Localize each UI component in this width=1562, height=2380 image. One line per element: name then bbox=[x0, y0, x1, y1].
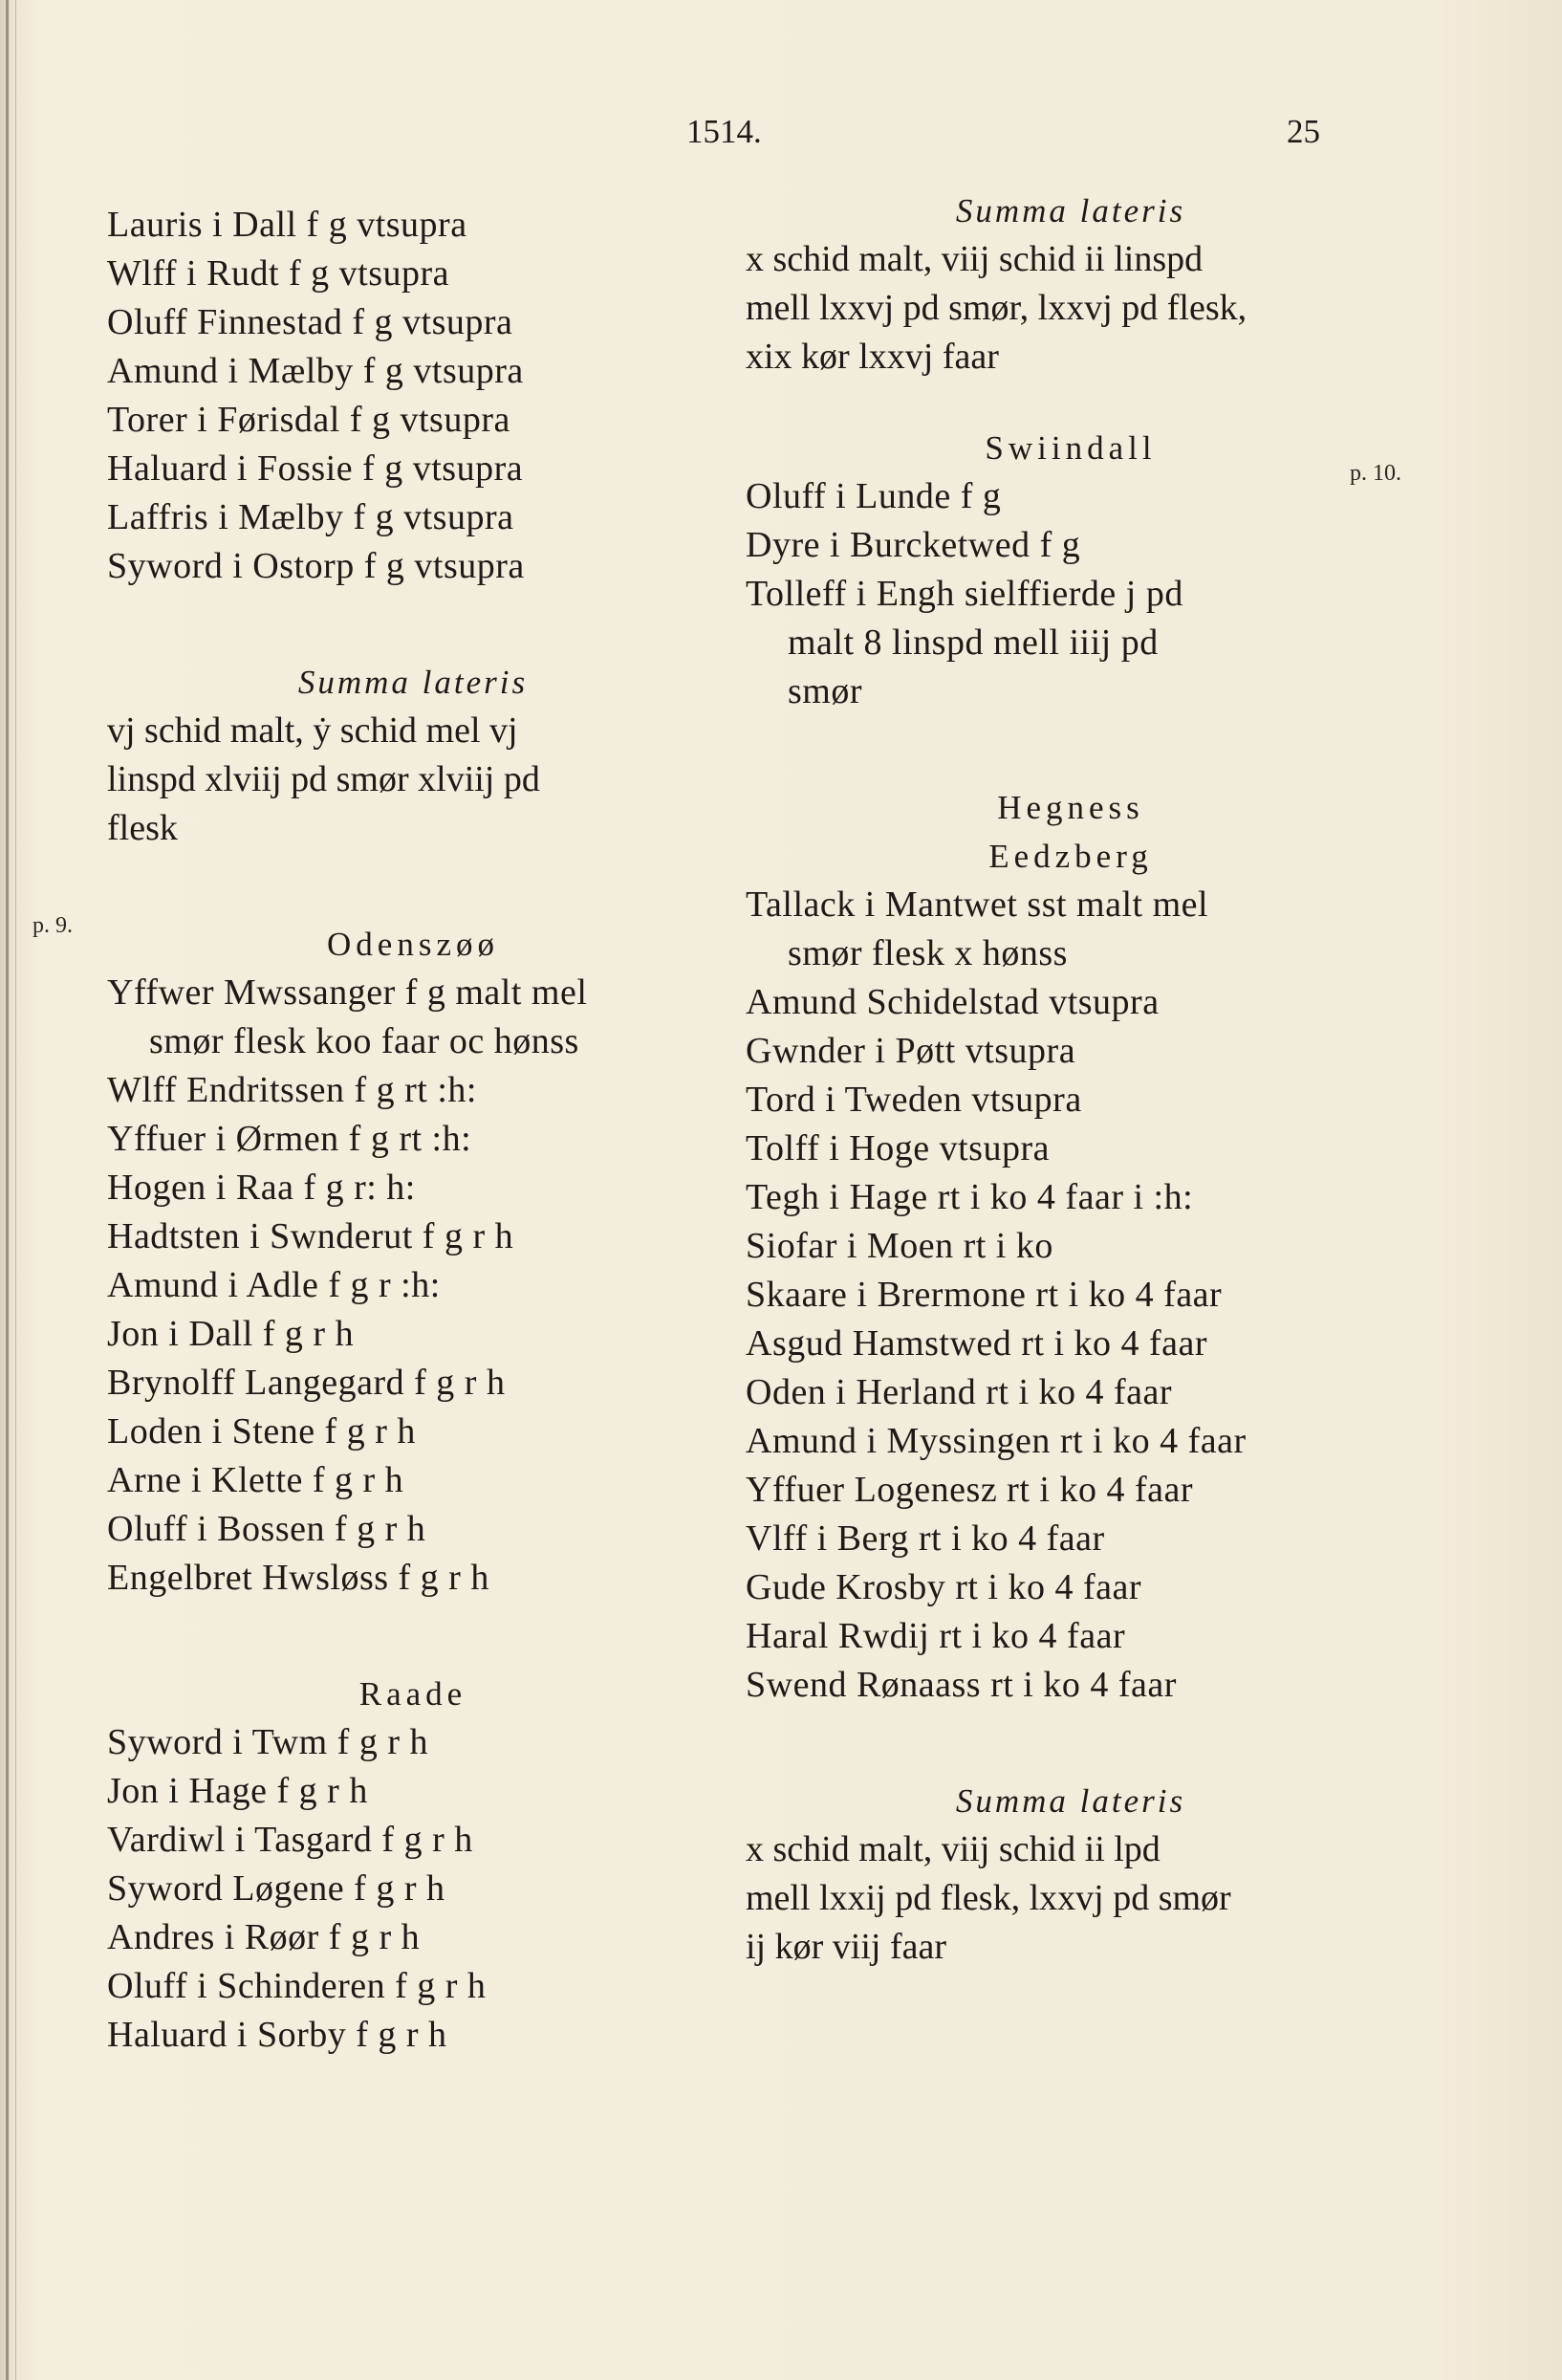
entry-line: Jon i Hage f g r h bbox=[107, 1771, 368, 1811]
running-header-year: 1514. bbox=[686, 113, 762, 150]
summa-line: linspd xlviij pd smør xlviij pd bbox=[107, 759, 540, 799]
entry-line: Amund i Myssingen rt i ko 4 faar bbox=[746, 1421, 1247, 1461]
entry-line: Hadtsten i Swnderut f g r h bbox=[107, 1216, 514, 1256]
entry-line: Skaare i Brermone rt i ko 4 faar bbox=[746, 1275, 1223, 1315]
entry-line: Brynolff Langegard f g r h bbox=[107, 1363, 506, 1403]
entry-line: Vardiwl i Tasgard f g r h bbox=[107, 1820, 473, 1860]
entry-line: Vlff i Berg rt i ko 4 faar bbox=[746, 1518, 1105, 1559]
summa-text bbox=[746, 1825, 1396, 1972]
summa-line: flesk bbox=[107, 808, 178, 848]
section-heading-eedzberg: Eedzberg bbox=[988, 838, 1153, 875]
entry-line: Haral Rwdij rt i ko 4 faar bbox=[746, 1616, 1126, 1656]
entry-line: Asgud Hamstwed rt i ko 4 faar bbox=[746, 1323, 1208, 1364]
entry-line: Oluff i Schinderen f g r h bbox=[107, 1966, 487, 2006]
page-binding-shadow bbox=[15, 0, 16, 2380]
summa-heading: Summa lateris bbox=[955, 1782, 1186, 1820]
entry-line: Tallack i Mantwet sst malt mel bbox=[746, 884, 1209, 925]
margin-note-right: p. 10. bbox=[1350, 461, 1401, 486]
entry-list-top bbox=[107, 201, 719, 591]
entry-line: Oden i Herland rt i ko 4 faar bbox=[746, 1372, 1173, 1412]
entry-line: Gude Krosby rt i ko 4 faar bbox=[746, 1567, 1142, 1607]
summa-line: x schid malt, viij schid ii linspd bbox=[746, 239, 1204, 279]
entry-line: Syword i Ostorp f g vtsupra bbox=[107, 546, 525, 586]
section-heading-raade: Raade bbox=[358, 1675, 467, 1713]
summa-heading: Summa lateris bbox=[955, 192, 1186, 229]
entry-line: Haluard i Sorby f g r h bbox=[107, 2015, 447, 2055]
summa-line: x schid malt, viij schid ii lpd bbox=[746, 1829, 1161, 1869]
entry-line: Gwnder i Pøtt vtsupra bbox=[746, 1031, 1076, 1071]
summa-line: vj schid malt, ẏ schid mel vj bbox=[107, 710, 518, 751]
entry-line: Tord i Tweden vtsupra bbox=[746, 1080, 1082, 1120]
entry-line: Amund Schidelstad vtsupra bbox=[746, 982, 1160, 1022]
entry-line: Syword i Twm f g r h bbox=[107, 1722, 428, 1762]
entry-line: Loden i Stene f g r h bbox=[107, 1411, 416, 1452]
entry-line: Oluff i Bossen f g r h bbox=[107, 1509, 426, 1549]
entry-line: Dyre i Burcketwed f g bbox=[746, 525, 1081, 565]
entry-line: Jon i Dall f g r h bbox=[107, 1314, 355, 1354]
margin-note-left: p. 9. bbox=[33, 913, 73, 938]
summa-line: mell lxxij pd flesk, lxxvj pd smør bbox=[746, 1878, 1231, 1918]
entry-line: Arne i Klette f g r h bbox=[107, 1460, 404, 1500]
entry-line: Lauris i Dall f g vtsupra bbox=[107, 205, 467, 245]
entry-line: Hogen i Raa f g r: h: bbox=[107, 1168, 416, 1208]
entry-line: Oluff i Lunde f g bbox=[746, 476, 1002, 516]
entry-line: Oluff Finnestad f g vtsupra bbox=[107, 302, 513, 342]
entry-line-continuation: smør flesk koo faar oc hønss bbox=[149, 1021, 579, 1061]
summa-text bbox=[107, 707, 719, 853]
entry-line-continuation: malt 8 linspd mell iiij pd bbox=[788, 622, 1159, 663]
entry-line: Tolff i Hoge vtsupra bbox=[746, 1128, 1050, 1168]
left-column bbox=[107, 201, 719, 2060]
page-binding-edge bbox=[6, 0, 9, 2380]
summa-heading: Summa lateris bbox=[297, 664, 529, 701]
entry-line: Engelbret Hwsløss f g r h bbox=[107, 1558, 489, 1598]
entry-line: Haluard i Fossie f g vtsupra bbox=[107, 448, 524, 489]
entry-line: Siofar i Moen rt i ko bbox=[746, 1226, 1053, 1266]
entry-line: Andres i Røør f g r h bbox=[107, 1917, 421, 1957]
entry-line: Yffuer Logenesz rt i ko 4 faar bbox=[746, 1470, 1193, 1510]
summa-line: ij kør viij faar bbox=[746, 1927, 946, 1967]
entry-line: Wlff Endritssen f g rt :h: bbox=[107, 1070, 477, 1110]
entry-line: Yffwer Mwssanger f g malt mel bbox=[107, 972, 588, 1013]
right-column bbox=[746, 186, 1396, 1972]
section-heading-swiindall: Swiindall bbox=[985, 429, 1157, 467]
summa-line: mell lxxvj pd smør, lxxvj pd flesk, bbox=[746, 288, 1247, 328]
entry-line-continuation: smør bbox=[788, 671, 862, 711]
summa-text bbox=[746, 235, 1396, 382]
entry-line-continuation: smør flesk x hønss bbox=[788, 933, 1068, 973]
entry-line: Wlff i Rudt f g vtsupra bbox=[107, 253, 450, 294]
entry-line: Syword Løgene f g r h bbox=[107, 1868, 445, 1909]
entry-line: Laffris i Mælby f g vtsupra bbox=[107, 497, 514, 537]
section-heading-hegness: Hegness bbox=[997, 789, 1144, 826]
entry-line: Yffuer i Ørmen f g rt :h: bbox=[107, 1119, 472, 1159]
page-number: 25 bbox=[1287, 113, 1320, 150]
entry-line: Amund i Mælby f g vtsupra bbox=[107, 351, 524, 391]
entry-line: Tegh i Hage rt i ko 4 faar i :h: bbox=[746, 1177, 1194, 1217]
entry-line: Torer i Førisdal f g vtsupra bbox=[107, 400, 510, 440]
section-heading-odenszoo: Odenszøø bbox=[327, 926, 499, 963]
entry-line: Amund i Adle f g r :h: bbox=[107, 1265, 441, 1305]
summa-line: xix kør lxxvj faar bbox=[746, 337, 999, 377]
entry-line: Swend Rønaass rt i ko 4 faar bbox=[746, 1665, 1177, 1705]
entry-line: Tolleff i Engh sielffierde j pd bbox=[746, 574, 1183, 614]
